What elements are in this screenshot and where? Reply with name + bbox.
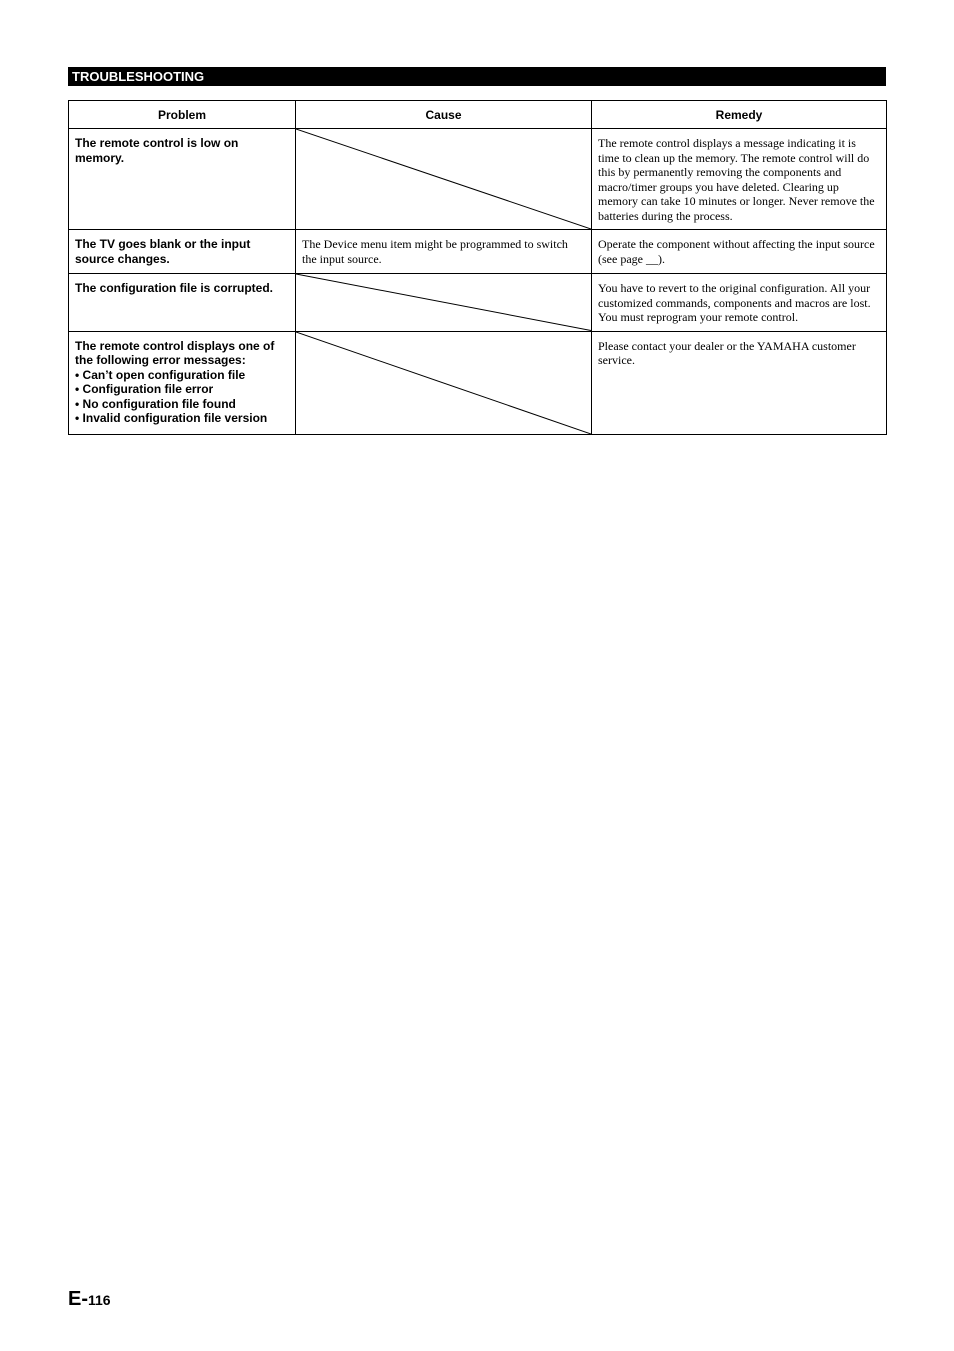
error-message-item: • No configuration file found — [75, 397, 289, 412]
header-cause: Cause — [296, 101, 592, 129]
problem-cell: The configuration file is corrupted. — [69, 274, 296, 332]
diagonal-strike — [296, 332, 591, 434]
error-message-item: • Invalid configuration file version — [75, 411, 289, 426]
cause-cell: The Device menu item might be programmed to switch the input source. — [296, 230, 592, 274]
table-row — [69, 274, 887, 332]
page-number-value: 116 — [88, 1292, 111, 1308]
table-header-row — [69, 101, 887, 129]
empty-cause-cell — [296, 274, 592, 332]
table-row — [69, 230, 887, 274]
problem-text: The remote control displays one of the following error messages: — [75, 338, 275, 367]
remedy-cell: You have to revert to the original configuration. All your customized commands, components and macros are lost. You must reprogram your remote control. — [592, 274, 887, 332]
problem-cell: The TV goes blank or the input source changes. — [69, 230, 296, 274]
empty-cause-cell — [296, 129, 592, 230]
error-message-item: • Configuration file error — [75, 382, 289, 397]
problem-cell — [69, 331, 296, 434]
header-problem: Problem — [69, 101, 296, 129]
troubleshooting-table — [68, 100, 887, 435]
section-title: TROUBLESHOOTING — [68, 67, 886, 86]
remedy-cell: Please contact your dealer or the YAMAHA customer service. — [592, 331, 887, 434]
page-prefix: E- — [68, 1288, 88, 1310]
remedy-cell: Operate the component without affecting the input source (see page __). — [592, 230, 887, 274]
error-message-item: • Can’t open configuration file — [75, 368, 289, 383]
diagonal-strike — [296, 274, 591, 331]
page-number — [68, 1288, 111, 1311]
diagonal-strike — [296, 129, 591, 229]
table-row — [69, 129, 887, 230]
problem-cell: The remote control is low on memory. — [69, 129, 296, 230]
header-remedy: Remedy — [592, 101, 887, 129]
empty-cause-cell — [296, 331, 592, 434]
remedy-cell: The remote control displays a message indicating it is time to clean up the memory. The remote control will do this by permanently removing the components and macro/timer groups you have deleted. Clearing up memory can take 10 minutes or longer. Never remove the batteries during the process. — [592, 129, 887, 230]
table-row — [69, 331, 887, 434]
error-message-list — [75, 368, 289, 426]
